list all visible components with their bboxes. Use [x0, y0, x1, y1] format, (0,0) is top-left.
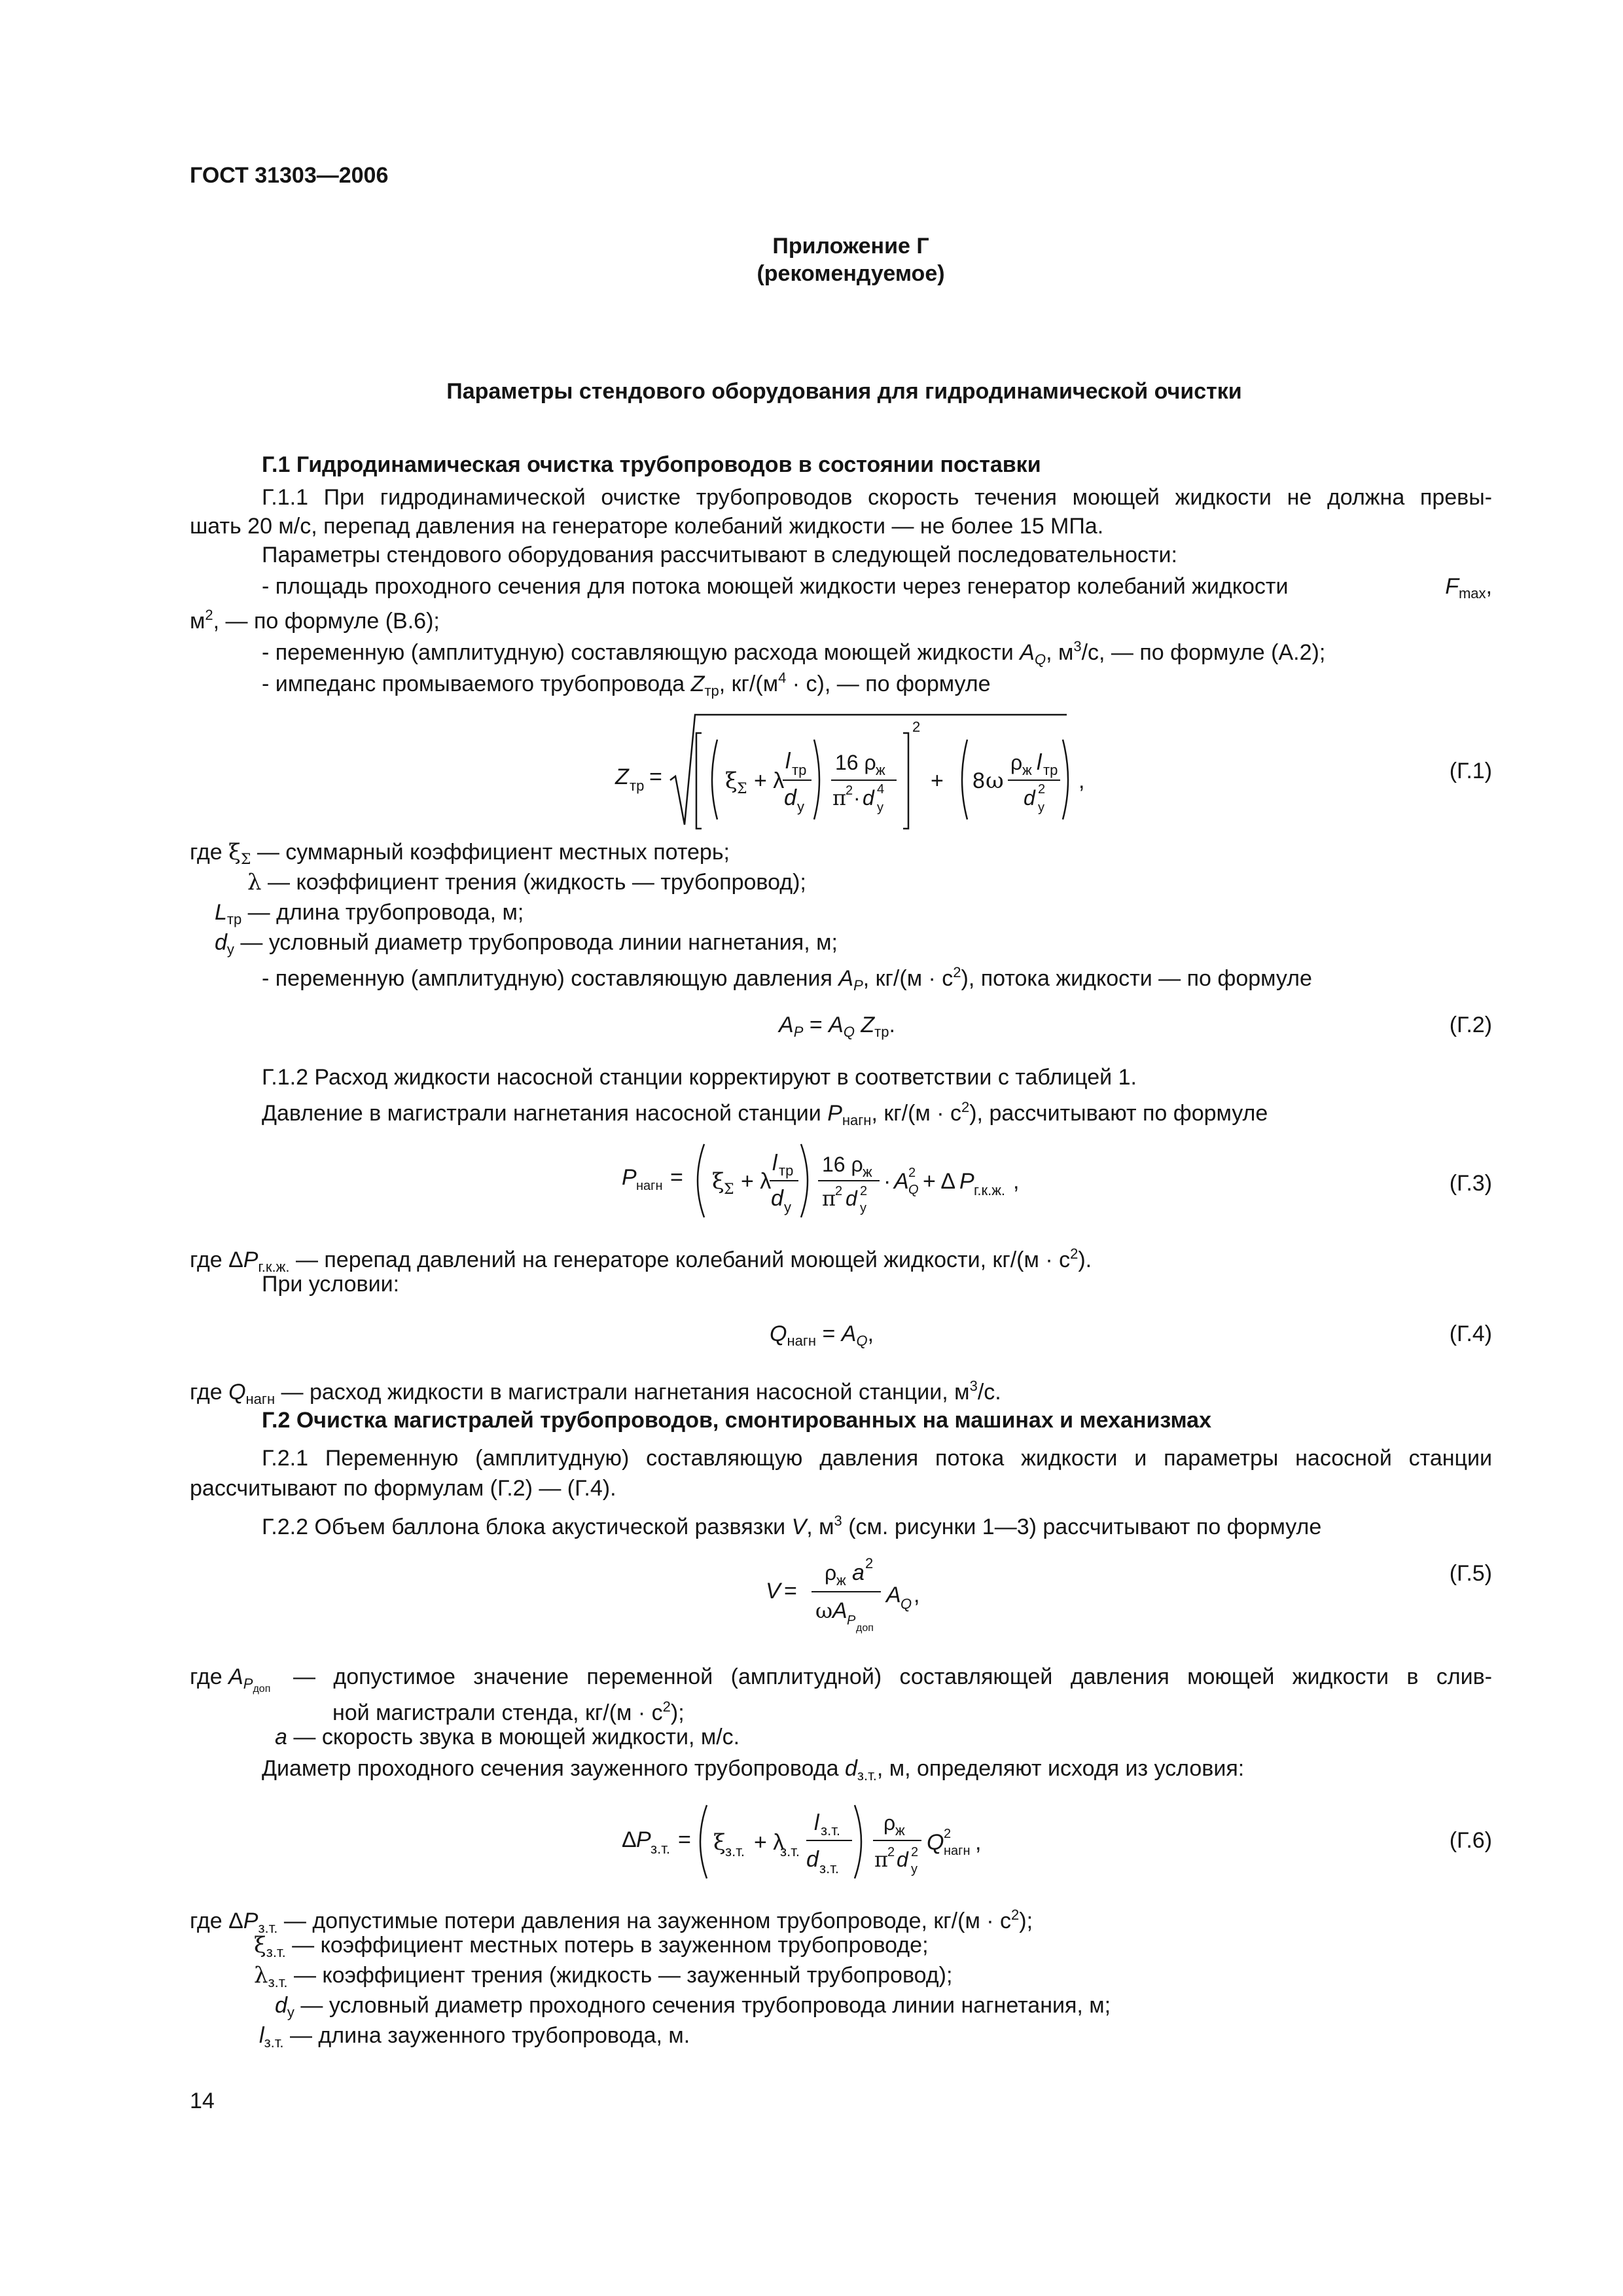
- paragraph-pressure: Давление в магистрали нагнетания насосной станции $P_{нагн}$, $кг/(м \cdot с^2)$, рассчитывают по формуле: [262, 1099, 1268, 1128]
- equation-g5-number: (Г.5): [1449, 1561, 1492, 1586]
- svg-text:l: l: [772, 1151, 777, 1175]
- equation-g5: [759, 1545, 955, 1643]
- svg-text:з.т.: з.т.: [780, 1843, 800, 1859]
- symbol-F: F: [1445, 574, 1459, 599]
- svg-text:Σ: Σ: [724, 1181, 734, 1198]
- svg-text:Z: Z: [615, 764, 629, 789]
- svg-text:=: =: [678, 1827, 691, 1852]
- svg-text:+ λ: + λ: [741, 1169, 772, 1194]
- where-item: $\lambda_{з.т.}$ — коэффициент трения (жидкость — зауженный трубопровод);: [254, 1962, 953, 1990]
- svg-text:,: ,: [1079, 768, 1085, 793]
- svg-text:A: A: [886, 1583, 901, 1607]
- svg-text:ρ: ρ: [883, 1811, 896, 1835]
- svg-text:2: 2: [865, 1555, 874, 1571]
- paragraph-1-2: Г.1.2 Расход жидкости насосной станции корректируют в соответствии с таблицей 1.: [262, 1065, 1137, 1090]
- svg-text:16 ρ: 16 ρ: [835, 751, 876, 774]
- svg-text:,: ,: [914, 1583, 920, 1607]
- svg-text:+ λ: + λ: [754, 1830, 785, 1855]
- svg-text:·: ·: [883, 1169, 891, 1194]
- page-number: 14: [190, 2089, 215, 2113]
- list-item-impedance: - импеданс промываемого трубопровода $Z_{тр}$, $кг/(м^4 \cdot с)$, — по формуле: [262, 670, 991, 699]
- svg-text:у: у: [784, 1199, 791, 1215]
- svg-text:Δ: Δ: [622, 1827, 637, 1852]
- svg-text:ξ: ξ: [712, 1168, 724, 1194]
- where-item: $\xi_{з.т.}$ — коэффициент местных потерь в зауженном трубопроводе;: [254, 1932, 929, 1960]
- equation-g1-number: (Г.1): [1449, 759, 1492, 783]
- svg-text:π: π: [822, 1186, 836, 1211]
- section-2-heading: Г.2 Очистка магистралей трубопроводов, смонтированных на машинах и механизмах: [262, 1408, 1211, 1433]
- svg-text:у: у: [911, 1862, 918, 1876]
- svg-text:d: d: [897, 1848, 908, 1871]
- equation-g6: [609, 1793, 1080, 1885]
- svg-text:з.т.: з.т.: [725, 1843, 745, 1859]
- svg-text:π: π: [874, 1847, 889, 1872]
- svg-text:ω: ω: [986, 768, 1004, 794]
- where-a-sound: a — скорость звука в моющей жидкости, м/с.: [275, 1725, 740, 1749]
- where-item: $d_у$ — условный диаметр трубопровода линии нагнетания, м;: [215, 930, 838, 958]
- svg-text:=: =: [670, 1165, 683, 1190]
- list-item-area-line2: $м^2$, — по формуле (В.6);: [190, 607, 440, 634]
- svg-text:ω: ω: [815, 1598, 833, 1623]
- svg-text:ж: ж: [1022, 762, 1032, 778]
- svg-text:d: d: [863, 786, 874, 810]
- svg-text:d: d: [771, 1186, 783, 1211]
- svg-text:l: l: [1037, 750, 1042, 775]
- svg-text:2: 2: [911, 1845, 919, 1859]
- where-q-inject: где $Q_{нагн}$ — расход жидкости в магистрали нагнетания насосной станции, $м^3/с$.: [190, 1378, 1001, 1407]
- svg-text:d: d: [846, 1187, 857, 1210]
- svg-text:ж: ж: [895, 1822, 905, 1839]
- where-dp-generator: где $\Delta P_{г.к.ж.}$ — перепад давлений на генераторе колебаний моющей жидкости, $кг/(м \cdot с^2)$.: [190, 1246, 1092, 1275]
- equation-g2-number: (Г.2): [1449, 1013, 1492, 1037]
- paragraph-diameter: Диаметр проходного сечения зауженного трубопровода $d_{з.т.}$, м, определяют исходя из условия:: [262, 1756, 1245, 1784]
- svg-text:2: 2: [887, 1845, 895, 1859]
- svg-text:16 ρ: 16 ρ: [822, 1153, 863, 1176]
- svg-text:8: 8: [972, 768, 985, 793]
- equation-g4: $Q_{нагн} = A_Q$,: [770, 1321, 874, 1349]
- equation-g1: [589, 707, 1145, 838]
- svg-text:з.т.: з.т.: [651, 1840, 670, 1857]
- svg-text:Q: Q: [927, 1830, 944, 1855]
- svg-text:,: ,: [1013, 1169, 1020, 1194]
- svg-text:d: d: [806, 1847, 819, 1872]
- list-item-pressure: - переменную (амплитудную) составляющую давления $A_P$, $кг/(м \cdot с^2)$, потока жидкости — по формуле: [262, 964, 1312, 994]
- svg-text:тр: тр: [779, 1162, 794, 1179]
- svg-text:V: V: [766, 1579, 781, 1604]
- equation-g4-number: (Г.4): [1449, 1321, 1492, 1346]
- where-item: λ — коэффициент трения (жидкость — трубопровод);: [247, 869, 806, 895]
- svg-text:з.т.: з.т.: [819, 1860, 839, 1876]
- svg-text:P: P: [636, 1827, 651, 1852]
- equation-g3-number: (Г.3): [1449, 1171, 1492, 1196]
- svg-text:d: d: [1024, 786, 1035, 810]
- svg-text:нагн: нагн: [944, 1844, 971, 1858]
- svg-text:ж: ж: [876, 762, 885, 778]
- paragraph-1-1-line2: шать 20 м/с, перепад давления на генераторе колебаний жидкости — не более 15 МПа.: [190, 514, 1104, 539]
- svg-text:у: у: [1038, 800, 1044, 815]
- appendix-title: Приложение Г: [772, 234, 929, 259]
- svg-text:l: l: [785, 749, 791, 774]
- paragraph-sequence: Параметры стендового оборудования рассчитывают в следующей последовательности:: [262, 543, 1177, 567]
- equation-g2: $A_P = A_Q$ $Z_{тр}$.: [779, 1013, 895, 1040]
- svg-text:г.к.ж.: г.к.ж.: [974, 1182, 1006, 1198]
- svg-text:Σ: Σ: [737, 781, 747, 797]
- where-item: где $\xi_\Sigma$ — суммарный коэффициент местных потерь;: [190, 839, 730, 868]
- list-item-area-text: - площадь проходного сечения для потока моющей жидкости через генератор колебаний жидкости: [262, 574, 1289, 599]
- svg-text:π: π: [832, 785, 847, 810]
- svg-text:a: a: [852, 1560, 865, 1585]
- svg-text:P: P: [847, 1613, 856, 1628]
- section-1-heading: Г.1 Гидродинамическая очистка трубопроводов в состоянии поставки: [262, 452, 1041, 477]
- svg-text:+ Δ: + Δ: [923, 1169, 956, 1194]
- svg-text:P: P: [959, 1169, 974, 1194]
- svg-text:2: 2: [846, 783, 853, 798]
- svg-text:2: 2: [908, 1166, 916, 1180]
- svg-text:P: P: [622, 1165, 637, 1190]
- where-a-pdop-line1: — допустимое значение переменной (амплитудной) составляющей давления моющей жидкости в слив-: [293, 1664, 1492, 1689]
- condition-label: При условии:: [262, 1272, 400, 1297]
- where-a-pdop: где $A_{P_{доп}}$: [190, 1664, 271, 1695]
- svg-text:2: 2: [912, 719, 921, 735]
- svg-text:ж: ж: [863, 1164, 872, 1180]
- svg-text:+ λ: + λ: [754, 768, 785, 793]
- svg-text:2: 2: [1038, 782, 1046, 797]
- paragraph-2-2: Г.2.2 Объем баллона блока акустической развязки V, $м^3$ (см. рисунки 1—3) рассчитывают по формуле: [262, 1513, 1322, 1539]
- svg-text:ρ: ρ: [1010, 751, 1023, 774]
- svg-text:нагн: нагн: [636, 1179, 663, 1193]
- svg-text:тр: тр: [630, 778, 645, 794]
- svg-text:2: 2: [860, 1184, 868, 1198]
- svg-text:A: A: [894, 1169, 909, 1194]
- svg-text:у: у: [797, 798, 804, 815]
- paragraph-2-1-line1: Г.2.1 Переменную (амплитудную) составляющую давления потока жидкости и параметры насосной станции: [262, 1446, 1492, 1471]
- equation-g6-number: (Г.6): [1449, 1828, 1492, 1853]
- svg-text:тр: тр: [792, 762, 807, 778]
- svg-text:у: у: [877, 800, 883, 815]
- svg-text:у: у: [860, 1201, 866, 1215]
- svg-text:·: ·: [853, 786, 861, 810]
- svg-text:,: ,: [975, 1830, 982, 1855]
- main-title: Параметры стендового оборудования для гидродинамической очистки: [446, 379, 1242, 404]
- svg-text:2: 2: [944, 1827, 952, 1841]
- svg-text:Q: Q: [901, 1596, 912, 1612]
- svg-text:4: 4: [877, 782, 885, 797]
- svg-text:ξ: ξ: [725, 768, 738, 794]
- svg-text:+: +: [931, 768, 944, 793]
- where-item: $L_{тр}$ — длина трубопровода, м;: [215, 900, 524, 927]
- where-item: $d_у$ — условный диаметр проходного сечения трубопровода линии нагнетания, м;: [275, 1993, 1111, 2020]
- svg-text:ξ: ξ: [713, 1829, 726, 1856]
- svg-text:=: =: [649, 764, 662, 789]
- list-item-flow: - переменную (амплитудную) составляющую расхода моющей жидкости $A_Q$, $м^3/с$, — по формуле (А.2);: [262, 638, 1326, 668]
- svg-text:ж: ж: [836, 1572, 846, 1588]
- equation-g3: [609, 1132, 1080, 1224]
- svg-text:=: =: [784, 1579, 797, 1604]
- svg-text:з.т.: з.т.: [821, 1822, 840, 1839]
- svg-text:ρ: ρ: [825, 1561, 837, 1585]
- document-id: ГОСТ 31303—2006: [190, 163, 389, 188]
- where-a-pdop-line2: ной магистрали стенда, $кг/(м \cdot с^2)$;: [332, 1698, 685, 1725]
- svg-text:l: l: [814, 1810, 819, 1835]
- svg-text:d: d: [784, 785, 796, 810]
- where-item: $l_{з.т.}$ — длина зауженного трубопровода, м.: [259, 2023, 690, 2051]
- svg-text:Q: Q: [908, 1183, 919, 1197]
- where-item: где $\Delta P_{з.т.}$ — допустимые потери давления на зауженном трубопроводе, $кг/(м \cdot с^2)$;: [190, 1907, 1033, 1936]
- svg-text:2: 2: [835, 1184, 843, 1198]
- symbol-F-sub: max: [1458, 585, 1486, 601]
- svg-text:тр: тр: [1043, 762, 1058, 778]
- paragraph-2-1-line2: рассчитывают по формулам (Г.2) — (Г.4).: [190, 1476, 616, 1501]
- list-item-area: - площадь проходного сечения для потока моющей жидкости через генератор колебаний жидкости $F_{max}$,: [262, 574, 1492, 601]
- svg-text:A: A: [832, 1598, 847, 1623]
- svg-text:доп: доп: [856, 1623, 874, 1634]
- paragraph-1-1-line1: Г.1.1 При гидродинамической очистке трубопроводов скорость течения моющей жидкости не должна превы-: [262, 485, 1492, 510]
- appendix-status: (рекомендуемое): [757, 261, 945, 286]
